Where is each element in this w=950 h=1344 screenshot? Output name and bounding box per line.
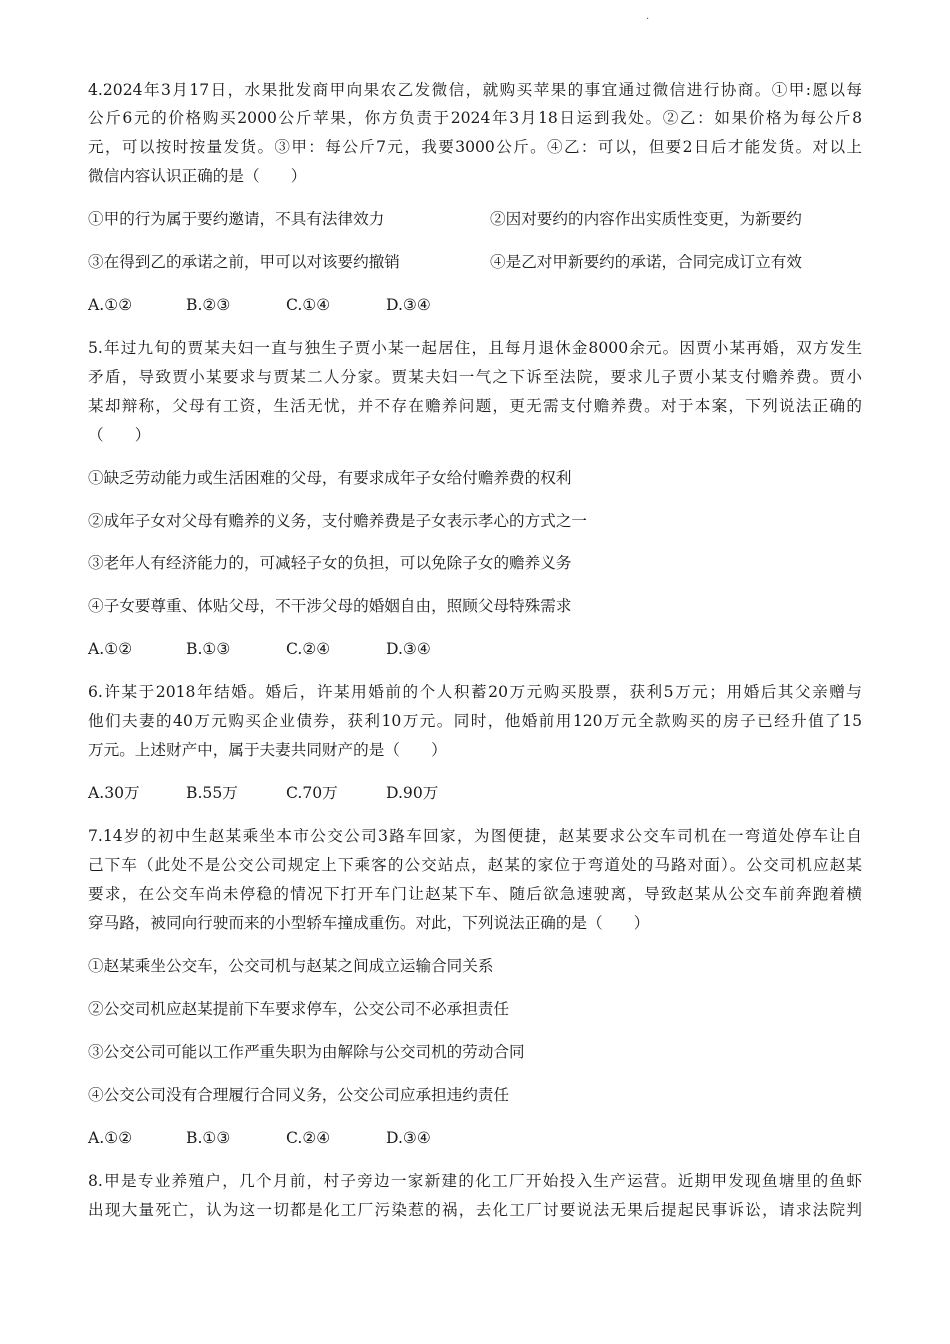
choice-a: A.①② [88, 1129, 133, 1147]
statement: ③老年人有经济能力的，可减轻子女的负担，可以免除子女的赡养义务 [88, 554, 572, 572]
choice-d: D.③④ [386, 640, 431, 658]
choice-c: C.②④ [286, 640, 331, 658]
header-mark: · [646, 14, 650, 25]
question-line: 穿马路，被同向行驶而来的小型轿车撞成重伤。对此，下列说法正确的是（ ） [88, 914, 650, 932]
choice-c: C.②④ [286, 1129, 331, 1147]
question-line: 5.年过九旬的贾某夫妇一直与独生子贾小某一起居住，且每月退休金8000余元。因贾小某再婚，双方发生 [88, 339, 862, 357]
statement: ②因对要约的内容作出实质性变更，为新要约 [490, 210, 802, 228]
choice-b: B.55万 [186, 784, 238, 802]
choice-c: C.70万 [286, 784, 338, 802]
choice-a: A.①② [88, 296, 133, 314]
choice-d: D.90万 [386, 784, 439, 802]
choice-b: B.②③ [186, 296, 231, 314]
question-line: 他们夫妻的40万元购买企业债券，获利10万元。同时，他婚前用120万元全款购买的房子已经升值了15 [88, 712, 862, 730]
statement: ②成年子女对父母有赡养的义务，支付赡养费是子女表示孝心的方式之一 [88, 512, 588, 530]
question-line: 己下车（此处不是公交公司规定上下乘客的公交站点，赵某的家位于弯道处的马路对面）。公交司机应赵某 [88, 856, 862, 874]
question-line: 元，可以按时按量发货。③甲：每公斤7元，我要3000公斤。④乙：可以，但要2日后才能发货。对以上 [88, 138, 862, 156]
choice-c: C.①④ [286, 296, 331, 314]
question-line: 微信内容认识正确的是（ ） [88, 167, 307, 185]
question-line: 公斤6元的价格购买2000公斤苹果，你方负责于2024年3月18日运到我处。②乙：如果价格为每公斤8 [88, 109, 862, 127]
choice-b: B.①③ [186, 1129, 231, 1147]
choice-b: B.①③ [186, 640, 231, 658]
statement: ④子女要尊重、体贴父母，不干涉父母的婚姻自由，照顾父母特殊需求 [88, 597, 572, 615]
question-line: 6.许某于2018年结婚。婚后，许某用婚前的个人积蓄20万元购买股票，获利5万元；用婚后其父亲赠与 [88, 683, 862, 701]
choice-d: D.③④ [386, 1129, 431, 1147]
statement: ③公交公司可能以工作严重失职为由解除与公交司机的劳动合同 [88, 1043, 525, 1061]
question-line: 某却辩称，父母有工资，生活无忧，并不存在赡养问题，更无需支付赡养费。对于本案，下列说法正确的 [88, 397, 862, 415]
question-line: 8.甲是专业养殖户，几个月前，村子旁边一家新建的化工厂开始投入生产运营。近期甲发现鱼塘里的鱼虾 [88, 1172, 862, 1190]
question-line: 7.14岁的初中生赵某乘坐本市公交公司3路车回家，为图便捷，赵某要求公交车司机在一弯道处停车让自 [88, 827, 862, 845]
statement: ①甲的行为属于要约邀请，不具有法律效力 [88, 210, 385, 228]
choice-a: A.①② [88, 640, 133, 658]
statement: ①赵某乘坐公交车，公交司机与赵某之间成立运输合同关系 [88, 957, 494, 975]
statement: ③在得到乙的承诺之前，甲可以对该要约撤销 [88, 253, 400, 271]
question-line: 矛盾，导致贾小某要求与贾某二人分家。贾某夫妇一气之下诉至法院，要求儿子贾小某支付赡养费。贾小 [88, 368, 862, 386]
statement: ④公交公司没有合理履行合同义务，公交公司应承担违约责任 [88, 1086, 510, 1104]
question-line: 4.2024年3月17日，水果批发商甲向果农乙发微信，就购买苹果的事宜通过微信进行协商。①甲:愿以每 [88, 81, 862, 99]
question-line: 出现大量死亡，认为这一切都是化工厂污染惹的祸，去化工厂讨要说法无果后提起民事诉讼，请求法院判 [88, 1201, 862, 1219]
statement: ④是乙对甲新要约的承诺，合同完成订立有效 [490, 253, 802, 271]
statement: ①缺乏劳动能力或生活困难的父母，有要求成年子女给付赡养费的权利 [88, 469, 572, 487]
choice-d: D.③④ [386, 296, 431, 314]
choice-a: A.30万 [88, 784, 140, 802]
question-line: 要求，在公交车尚未停稳的情况下打开车门让赵某下车、随后欲急速驶离，导致赵某从公交车前奔跑着横 [88, 885, 862, 903]
question-line: 万元。上述财产中，属于夫妻共同财产的是（ ） [88, 741, 447, 759]
question-line: （ ） [88, 426, 151, 444]
statement: ②公交司机应赵某提前下车要求停车，公交公司不必承担责任 [88, 1000, 510, 1018]
